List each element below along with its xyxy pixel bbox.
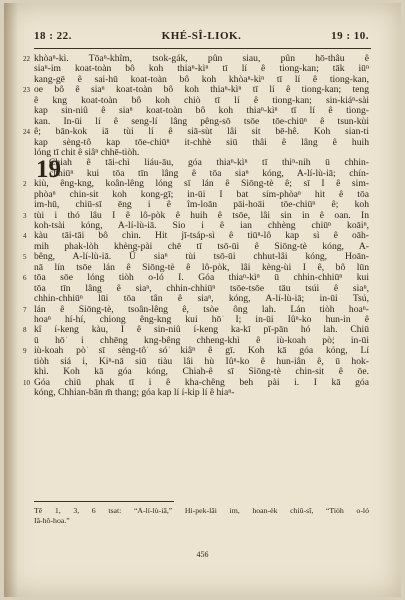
text-line xyxy=(34,388,369,398)
line-text: Chiah ê tāi-chì liáu-āu, góa thiaⁿ-kìⁿ tī thiⁿ-nih ū chhin- xyxy=(49,157,369,169)
verse-number: 22 xyxy=(23,55,30,63)
page-number: 456 xyxy=(196,550,209,559)
text-line xyxy=(34,516,369,526)
line-text: nā lín tsōe lán ê Siōng-tè ê lô-pòk, lâi kèng-ùi I ê, bô lūn xyxy=(34,261,369,273)
line-text: kap sèng-tô kap tōe-chiūⁿ it-chhè siū thâi ê lâng ê huih xyxy=(34,136,369,148)
line-text: Góa chiū phak tī i ê kha-chêng beh pài i. I kā góa xyxy=(34,376,369,388)
line-text: Iâ-hô-hoa.” xyxy=(34,516,70,525)
line-text: kap sin-niû ê siaⁿ koat-toàn bô koh thiaⁿ-kìⁿ tī lí ê tiong- xyxy=(34,105,369,117)
line-text: im-hū, chiū-sī ēng i ê îm-loān pāi-hoāi tōe-chiūⁿ ê; koh xyxy=(34,199,369,211)
line-text: khì. Koh kā góa kóng, Chiah-ê sī Siōng-tè chin-sit ê ōe. xyxy=(34,366,369,378)
line-text: kî í-keng kàu, I ê sin-niû í-keng ka-kī pī-pān hó lah. Chiū xyxy=(34,324,369,336)
line-text: lóng tī chit ê siâⁿ chhē-tiòh. xyxy=(34,146,140,158)
page-spine-shadow xyxy=(4,3,18,597)
verse-number: 23 xyxy=(23,86,30,95)
line-text: tiòh siá i, Kiⁿ-nā siū tiàu lâi hù Iûⁿ-ko ê hun-iân ê, ū hok- xyxy=(34,355,369,367)
line-text: khòaⁿ-kì. Tōaⁿ-khîm, tsok-gák, pûn siau, pûn hō-thâu ê xyxy=(34,53,369,64)
verse-number: 3 xyxy=(23,211,27,220)
header-rule xyxy=(34,48,371,49)
line-text: kan. In-ūi lí ê seng-lí lâng pêng-sō tsōe tōe-chiūⁿ ê tsun-kùi xyxy=(34,115,369,127)
line-text: hoaⁿ hí-hí, chiong êng-kng kui hō͘ I; in-ūi Iûⁿ-ko hun-in ê xyxy=(34,313,369,325)
line-text: kàu tāi-tāi bô chìn. Hit jī-tsáp-sì ê tiūⁿ-lô kap sì ê oāh- xyxy=(34,230,369,242)
line-text: chhin-chhiūⁿ lūi tōa tân ê siaⁿ, kóng, A-lí-lù-iā; in-ūi Tsú, xyxy=(34,293,369,305)
line-text: Tē 1, 3, 6 tsat: “A-lí-lù-iā,” Hi-pek-lâi im, hoan-èk chiū-sī, “Tiòh o-ló xyxy=(34,506,369,515)
line-text: chhiūⁿ kui tōa tīn lâng ê tōa siaⁿ kóng, A-lí-lù-iā; chín- xyxy=(49,167,369,179)
verse-number: 8 xyxy=(23,326,27,335)
line-text: phòaⁿ chin-sit koh kong-gī; in-ūi I bat sím-phòaⁿ hit ê tōa xyxy=(34,188,369,200)
verse-number: 24 xyxy=(23,128,30,137)
line-text: tōa tīn lâng ê siaⁿ, chhin-chhiūⁿ tsōe-tsōe tāu tsúi ê siaⁿ, xyxy=(34,282,369,294)
line-text: siaⁿ-im koat-toàn bô koh thiaⁿ-kìⁿ tī lí ê tiong-kan; tāk iūⁿ xyxy=(34,63,369,75)
line-text: kóng, Chhian-bān m̄ thang; góa kap lí í-kip lí ê hiaⁿ- xyxy=(34,387,235,398)
line-text: bêng, A-lí-lù-iā. Ū siaⁿ tùi tsō-ūi chhut-lâi kóng, Hoān- xyxy=(34,251,369,263)
footnote-rule xyxy=(34,501,174,502)
chapter-number: 19 xyxy=(36,156,61,184)
verse-number: 9 xyxy=(23,347,27,356)
line-text: kang-gē ê sai-hū koat-toàn bô koh khòaⁿ-kìⁿ tī lí ê tiong-kan, xyxy=(34,73,369,85)
verse-number: 5 xyxy=(23,253,27,262)
line-text: tōa sōe lóng tiòh o-ló I. Góa thiaⁿ-kìⁿ ū chhin-chhiūⁿ kui xyxy=(34,272,369,284)
verse-number: 10 xyxy=(23,378,30,387)
scripture-text xyxy=(23,53,369,398)
line-text: tùi i thó lâu I ê lô-pòk ê huih ê tsōe, lâi sin in ê oan. In xyxy=(34,209,369,221)
line-text: iù-koah pò͘ sī sèng-tô͘ só͘ kiâⁿ ê gī. Koh kā góa kóng, Lí xyxy=(34,345,369,357)
line-text: koh-tsài kóng, A-lí-lù-iā. Sio i ê ian chhèng chiūⁿ koāiⁿ, xyxy=(34,220,369,231)
verse-number: 7 xyxy=(23,305,27,314)
footnote xyxy=(34,506,369,526)
verse-number: 4 xyxy=(23,232,27,241)
header-right-reference: 19 : 10. xyxy=(331,30,369,42)
line-text: oe bô ê siaⁿ koat-toàn bô koh thiaⁿ-kìⁿ tī lí ê tiong-kan; teng xyxy=(34,84,369,96)
verse-number: 2 xyxy=(23,180,27,189)
header-left-reference: 18 : 22. xyxy=(34,30,72,42)
text-line xyxy=(34,506,369,516)
line-text: kiù, êng-kng, koân-lêng lóng sī lán ê Siōng-tè ê; sī I ê sim- xyxy=(34,178,369,190)
line-text: ê kng koat-toàn bô koh chiò tī lí ê tiong-kan; sin-kiáⁿ-sài xyxy=(34,94,369,106)
line-text: mih phak-lòh khèng-pài chē tī tsō-ūi ê Siōng-tè kóng, A- xyxy=(34,240,369,252)
header-book-title: KHÉ-SÎ-LIOK. xyxy=(161,30,242,42)
line-text: ū hō͘ i chhēng kng-bêng chheng-khì ê iù-koah pò͘; in-ūi xyxy=(34,334,369,346)
running-header xyxy=(34,30,369,46)
line-text: ê; bān-kok iā tùi lí ê siā-sùt lâi sit bē-hê. Koh sian-ti xyxy=(34,126,369,138)
line-text: lán ê Siōng-tè, tsoân-lêng ê, tsòe ông lah. Lán tiòh hoaⁿ- xyxy=(34,303,369,315)
verse-number: 6 xyxy=(23,274,27,283)
book-page xyxy=(4,3,401,597)
